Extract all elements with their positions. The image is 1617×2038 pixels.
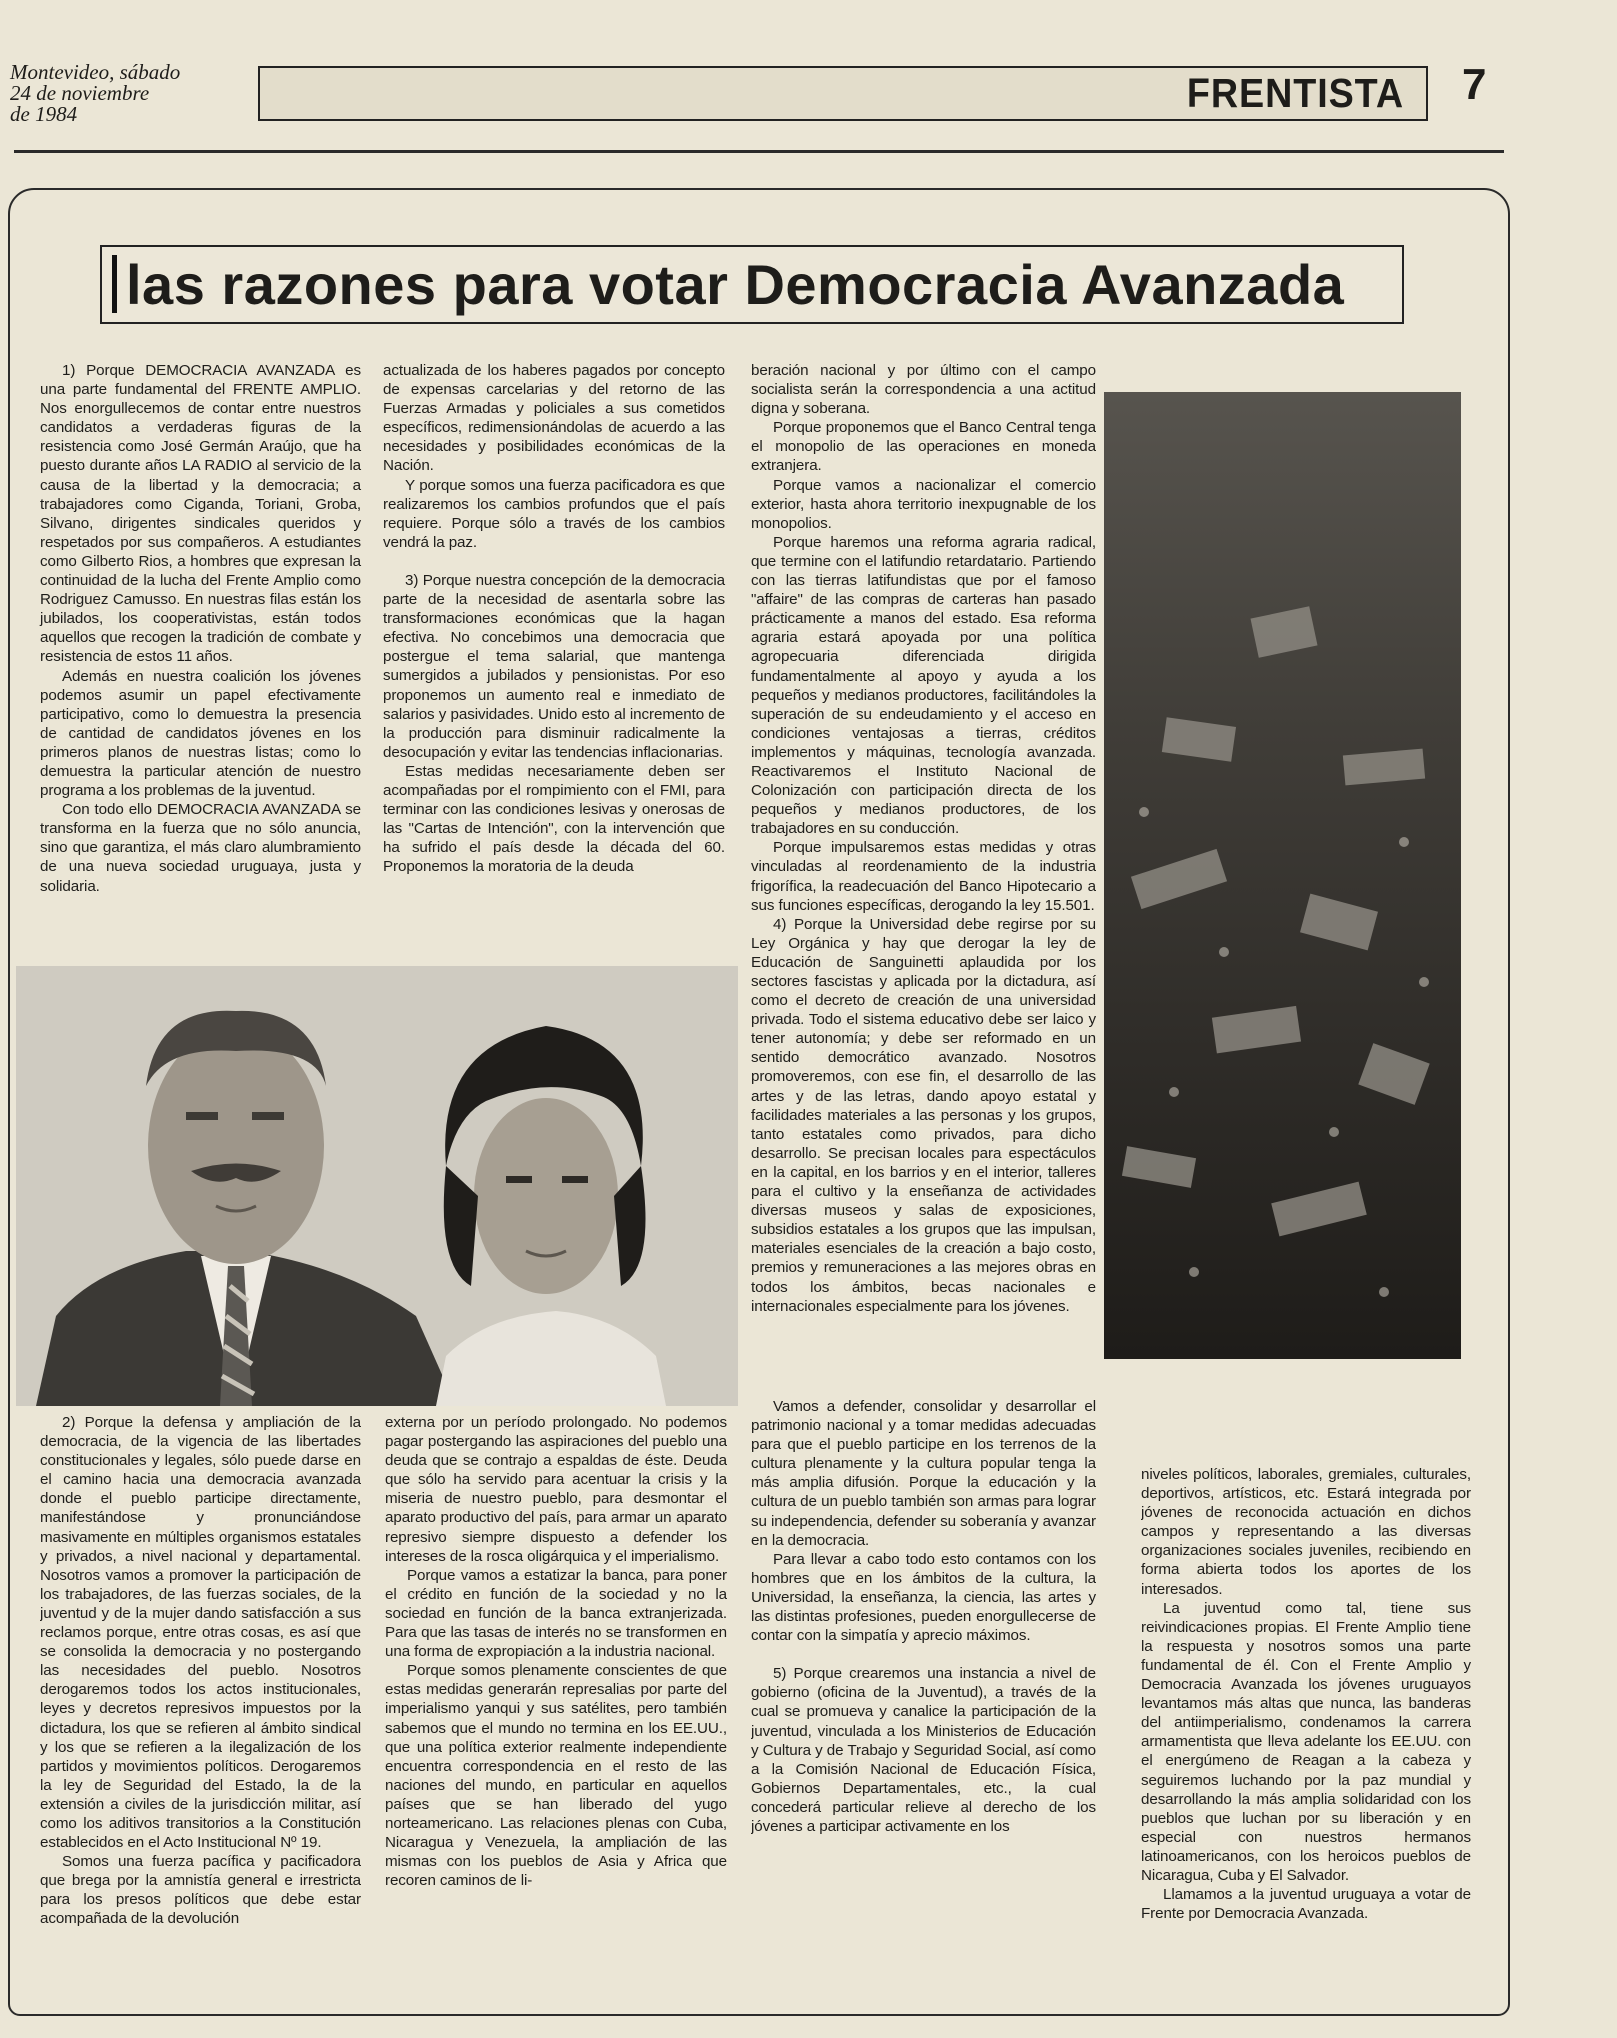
column-3 <box>751 361 1096 1351</box>
paragraph: 5) Porque crearemos una instancia a nivel de gobierno (oficina de la Juventud), a través de la cual se promueva y canalice la participación de la juventud, vinculada a los Ministerios de Educación y Cultura y de Trabajo y Seguridad Social, así como a la Comisión Nacional de Educación Física, Gobiernos Departamentales, etc., la cual concederá particular relieve al derecho de los jóvenes a participar activamente en los <box>751 1665 1096 1835</box>
column-6 <box>751 1397 1096 2009</box>
column-1 <box>40 361 361 896</box>
headline: las razones para votar Democracia Avanzada <box>126 253 1345 316</box>
column-2 <box>383 361 725 876</box>
paragraph: niveles políticos, laborales, gremiales, culturales, deportivos, artísticos, etc. Estará integrada por jóvenes de reconocida actuación en dichos campos y representando a las diversas organizaciones sociales juveniles, recibiendo en forma abierta todos los aportes de los interesados. <box>1141 1466 1471 1598</box>
headline-bar <box>112 255 117 313</box>
section-header-box <box>258 66 1428 121</box>
paragraph: 2) Porque la defensa y ampliación de la democracia, de la vigencia de las libertades constitucionales y legales, sólo puede darse en el camino hacia una democracia avanzada donde el pueblo participe directamente, manifestándose y pronunciándose masivamente en múltiples organismos estatales y privados, a nivel nacional y departamental. Nosotros vamos a promover la participación de los trabajadores, de las fuerzas sociales, de la juventud y de la mujer dando satisfacción a sus reclamos porque, entre otras cosas, es así que se consolida la democracia y no postergando las necesidades del pueblo. Nosotros derogaremos todos los actos institucionales, leyes y decretos represivos impuestos por la dictadura, los que se refieren al ámbito sindical y los que se refieren a la ilegalización de los partidos y movimientos políticos. Derogaremos la ley de Seguridad del Estado, la de la extensión a civiles de la jurisdicción militar, así como los aditivos transitorios a la Constitución establecidos en el Acto Institucional Nº 19. <box>40 1414 361 1852</box>
paragraph: actualizada de los haberes pagados por concepto de expensas carcelarias y del retorno de las Fuerzas Armadas y policiales a sus cometidos específicos, redimensionándolas de acuerdo a las necesidades y posibilidades económicas de la Nación. <box>383 362 725 475</box>
paragraph: Llamamos a la juventud uruguaya a votar de Frente por Democracia Avanzada. <box>1141 1886 1471 1923</box>
dateline-year: de 1984 <box>10 102 78 126</box>
paragraph: Porque haremos una reforma agraria radical, que termine con el latifundio retardatario. Partiendo con las tierras latifundistas que por el famoso "affaire" de las compras de carteras han pasado prácticamente a manos del estado. Esa reforma agraria estará apoyada por una política agropecuaria diferenciada dirigida fundamentalmente al apoyo y ayuda a los pequeños y medianos productores, facilitándoles la superación de su endeudamiento y el acceso en condiciones ventajosas a tierras, créditos implementos y máquinas, tecnología avanzada. Reactivaremos el Instituto Nacional de Colonización con participación directa de los pequeños y medianos productores, de los trabajadores en su conducción. <box>751 533 1096 838</box>
dateline-city: Montevideo, sábado <box>10 60 181 84</box>
column-7 <box>1141 1465 1471 1993</box>
paragraph: Porque vamos a nacionalizar el comercio exterior, hasta ahora territorio inexpugnable de los monopolios. <box>751 476 1096 532</box>
paragraph: Somos una fuerza pacífica y pacificadora que brega por la amnistía general e irrestricta para los presos políticos que debe estar acompañada de la devolución <box>40 1853 361 1928</box>
column-5 <box>385 1413 727 2001</box>
paragraph: Estas medidas necesariamente deben ser acompañadas por el rompimiento con el FMI, para terminar con las condiciones lesivas y onerosas de las "Cartas de Intención", con la intervención que ha sufrido el país desde la década del 60. Proponemos la moratoria de la deuda <box>383 762 725 876</box>
page-number: 7 <box>1462 60 1487 109</box>
headline-box <box>100 245 1404 324</box>
paragraph: 4) Porque la Universidad debe regirse por su Ley Orgánica y hay que derogar la ley de Educación de Sanguinetti aplaudida por los sectores fascistas y aplicada por la dictadura, así como el decreto de creación de una universidad privada. Todo el sistema educativo debe ser laico y tener autonomía; y debe ser reformado en un sentido democrático avanzado. Nosotros promoveremos, con ese fin, el desarrollo de las artes y de las letras, dando apoyo estatal y facilidades materiales a las personas y los grupos, tanto estatales como privados, para dicho desarrollo. Se precisan locales para espectáculos en la capital, en los barrios y en el interior, talleres para el cultivo y la enseñanza de actividades diversas museos y salas de exposiciones, subsidios estatales a los grupos que las impulsan, materiales esenciales de la creación a bajo costo, premios y remuneraciones a las mejores obras en todos los ámbitos, becas nacionales e internacionales especialmente para los jóvenes. <box>751 915 1096 1315</box>
column-4 <box>40 1413 361 2001</box>
paragraph: beración nacional y por último con el campo socialista serán la correspondencia a una actitud digna y soberana. <box>751 362 1096 418</box>
paragraph: Porque vamos a estatizar la banca, para poner el crédito en función de la sociedad y no la sociedad en función de la banca extranjerizada. Para que las tasas de interés no se transformen en una forma de expropiación a la industria nacional. <box>385 1566 727 1661</box>
header-rule <box>14 150 1504 153</box>
dateline <box>10 62 215 125</box>
paragraph: Con todo ello DEMOCRACIA AVANZADA se transforma en la fuerza que no sólo anuncia, sino que garantiza, el más claro alumbramiento de una nueva sociedad uruguaya, justa y solidaria. <box>40 801 361 895</box>
section-name: FRENTISTA <box>1186 70 1404 116</box>
paragraph: Porque proponemos que el Banco Central tenga el monopolio de las operaciones en moneda extranjera. <box>751 419 1096 475</box>
paragraph: Porque impulsaremos estas medidas y otras vinculadas al reordenamiento de la industria frigorífica, la readecuación del Banco Hipotecario a sus funciones específicas, derogando la ley 15.501. <box>751 839 1096 914</box>
crowd-rally-photo <box>1104 392 1461 1359</box>
paragraph: 1) Porque DEMOCRACIA AVANZADA es una parte fundamental del FRENTE AMPLIO. Nos enorgullecemos de contar entre nuestros candidatos a verdaderas figuras de la resistencia como José Germán Araújo, que ha puesto durante años LA RADIO al servicio de la causa de la libertad y la democracia; a trabajadores como Ciganda, Toriani, Groba, Silvano, dirigentes sindicales queridos y respetados por sus compañeros. A estudiantes como Gilberto Rios, a hombres que expresan la continuidad de la lucha del Frente Amplio como Rodriguez Camusso. En nuestras filas están los jubilados, los cooperativistas, están todos aquellos que recogen la tradición de combate y resistencia de estos 11 años. <box>40 362 361 666</box>
dateline-date: 24 de noviembre <box>10 81 150 105</box>
paragraph: Para llevar a cabo todo esto contamos con los hombres que en los ámbitos de la cultura, la Universidad, la enseñanza, la ciencia, las artes y las distintas profesiones, pueden enorgullecerse de contar con la simpatía y aprecio máximos. <box>751 1550 1096 1645</box>
paragraph: La juventud como tal, tiene sus reivindicaciones propias. El Frente Amplio tiene la respuesta y nosotros somos una parte fundamental de él. Con el Frente Amplio y Democracia Avanzada los jóvenes uruguayos levantamos más altas que nunca, las banderas del antiimperialismo, condenamos la carrera armamentista que lleva adelante los EE.UU. con el energúmeno de Reagan a la cabeza y seguiremos luchando por la paz mundial y desarrollando la más amplia solidaridad con los pueblos que luchan por su liberación y en especial con nuestros hermanos latinoamericanos, con los heroicos pueblos de Nicaragua, Cuba y El Salvador. <box>1141 1599 1471 1884</box>
paragraph: Y porque somos una fuerza pacificadora es que realizaremos los cambios profundos que el país requiere. Porque sólo a través de los cambios vendrá la paz. <box>383 476 725 551</box>
portrait-drawing <box>16 966 738 1406</box>
paragraph: Además en nuestra coalición los jóvenes podemos asumir un papel efectivamente participativo, como lo demuestra la presencia de cantidad de candidatos jóvenes en los primeros planos de nuestras listas; como lo demuestra la particular atención de nuestro programa a los problemas de la juventud. <box>40 667 361 800</box>
candidates-portrait-photo <box>16 966 738 1406</box>
paragraph: externa por un período prolongado. No podemos pagar postergando las aspiraciones del pueblo una deuda que se contrajo a espaldas de éste. Deuda que sólo ha servido para acentuar la crisis y la miseria de nuestro pueblo, para desmontar el aparato productivo del país, para armar un aparato represivo siempre dispuesto a defender los intereses de la rosca oligárquica y el imperialismo. <box>385 1414 727 1565</box>
crowd-drawing <box>1104 392 1461 1359</box>
paragraph: Porque somos plenamente conscientes de que estas medidas generarán represalias por parte del imperialismo yanqui y sus satélites, pero también sabemos que el mundo no termina en los EE.UU., que una política exterior realmente independiente encuentra correspondencia en el resto de las naciones del mundo, en particular en aquellos países que se han liberado del yugo norteamericano. Las relaciones plenas con Cuba, Nicaragua y Venezuela, la ampliación de las mismas con los pueblos de Asia y Africa que recoren caminos de li- <box>385 1662 727 1890</box>
paragraph: Vamos a defender, consolidar y desarrollar el patrimonio nacional y a tomar medidas adecuadas para que el pueblo participe en los terrenos de la cultura plenamente y la cultura popular tenga la más amplia difusión. Porque la educación y la cultura de un pueblo también son armas para lograr su independencia, defender su soberanía y avanzar en la democracia. <box>751 1398 1096 1549</box>
paragraph: 3) Porque nuestra concepción de la democracia parte de la necesidad de asentarla sobre las transformaciones económicas que la hagan efectiva. No concebimos una democracia que postergue el tema salarial, que mantenga sumergidos a jubilados y pensionistas. Por eso proponemos un aumento real e inmediato de salarios y pasividades. Unido esto al incremento de la producción para disminuir radicalmente la desocupación y evitar las tendencias inflacionarias. <box>383 571 725 761</box>
